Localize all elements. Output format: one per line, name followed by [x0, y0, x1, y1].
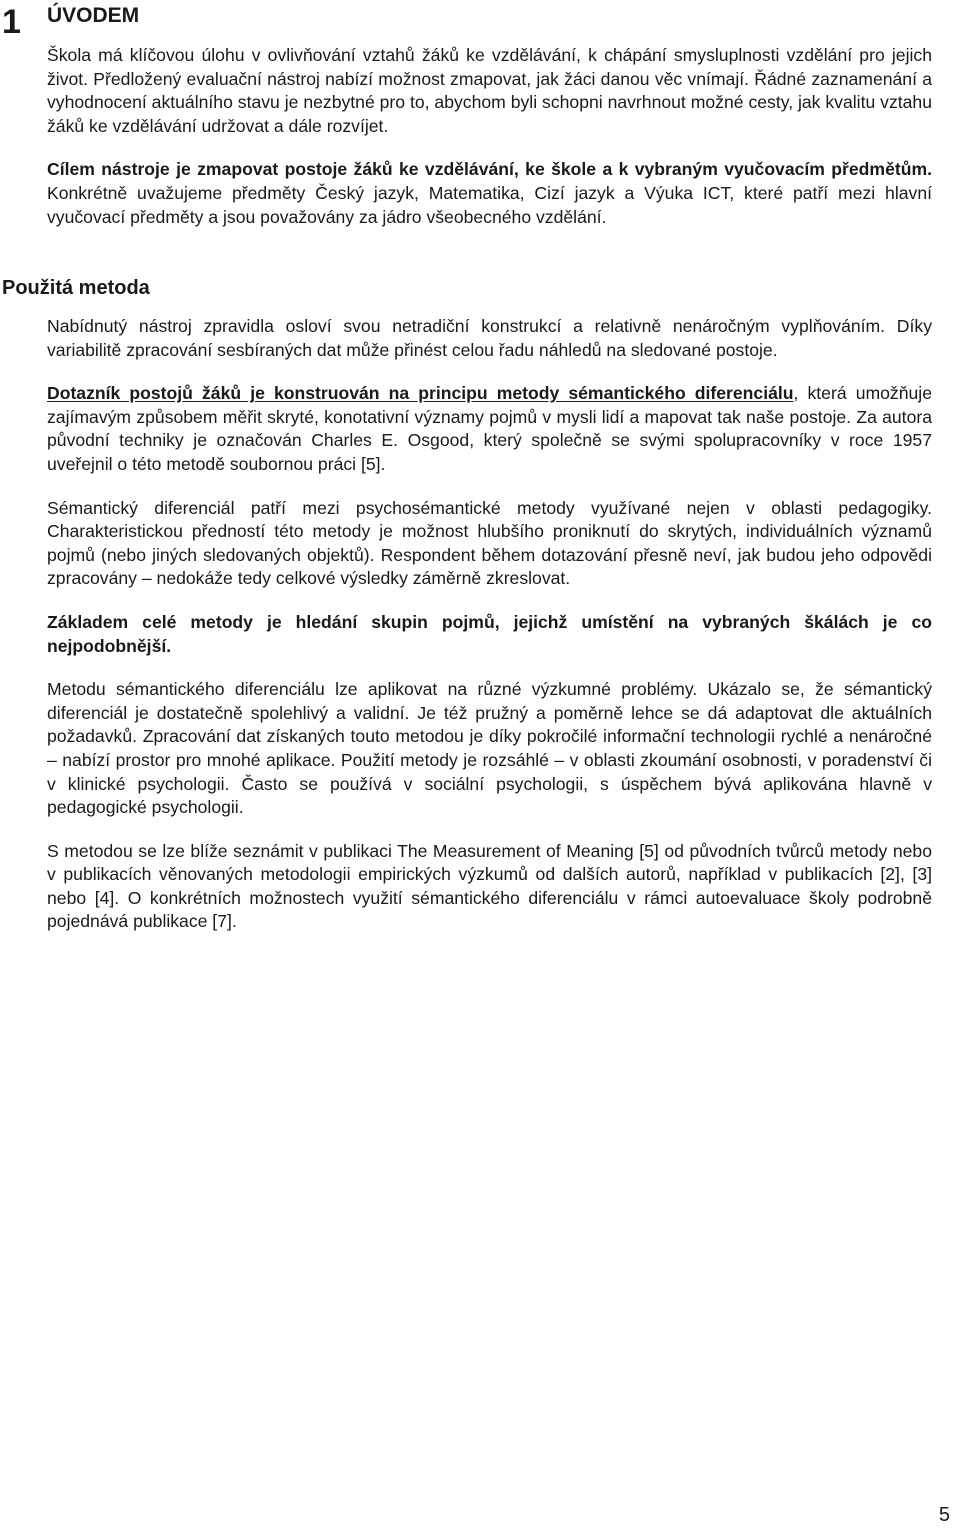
- intro-section: [47, 44, 932, 249]
- intro-paragraph-1: Škola má klíčovou úlohu v ovlivňování vztahů žáků ke vzdělávání, k chápání smysluplnosti vzdělání pro jejich život. Předložený evaluační nástroj nabízí možnost zmapovat, jak žáci danou věc vnímají. Řádné zaznamenání a vyhodnocení aktuálního stavu je nezbytné pro to, abychom byli schopni navrhnout možné cesty, jak kvalitu vztahu žáků ke vzdělávání udržovat a dále rozvíjet.: [47, 45, 932, 136]
- intro-paragraph-2: [47, 158, 932, 229]
- method-paragraph-2-rest: , která umožňuje zajímavým způsobem měřit skryté, konotativní významy pojmů v mysli lidí a mapovat tak naše postoje. Za autora původní techniky je označován Charles E. Osgood, který společně se svými spolupracovníky v roce 1957 uveřejnil o této metodě soubornou práci [5].: [47, 383, 932, 474]
- intro-paragraph-2-rest: Konkrétně uvažujeme předměty Český jazyk, Matematika, Cizí jazyk a Výuka ICT, které patří mezi hlavní vyučovací předměty a jsou považovány za jádro všeobecného vzdělání.: [47, 182, 932, 227]
- method-paragraph-2: [47, 382, 932, 476]
- method-paragraph-3: Sémantický diferenciál patří mezi psychosémantické metody využívané nejen v oblasti pedagogiky. Charakteristickou předností této metody je možnost hlubšího proniknutí do skrytých, individuálních významů pojmů (nebo jiných sledovaných objektů). Respondent během dotazování přesně neví, jak budou jeho odpovědi zpracovány – nedokáže tedy celkové výsledky záměrně zkreslovat.: [47, 497, 932, 589]
- method-paragraph-5: Metodu sémantického diferenciálu lze aplikovat na různé výzkumné problémy. Ukázalo se, že sémantický diferenciál je dostatečně spolehlivý a validní. Je též pružný a poměrně lehce se dá adaptovat dle aktuálních požadavků. Zpracování dat získaných touto metodou je díky pokročilé informační technologii rychlé a nenáročné – nabízí prostor pro mnohé aplikace. Použití metody je rozsáhlé – v oblasti zkoumání osobnosti, v poradenství či v klinické psychologii. Často se používá v sociální psychologii, s úspěchem bývá aplikována hlavně v pedagogické psychologii.: [47, 679, 932, 818]
- page-number: 5: [938, 1504, 950, 1526]
- chapter-title: ÚVODEM: [47, 4, 140, 27]
- section-title-method: Použitá metoda: [2, 277, 150, 299]
- method-definition-bold: Dotazník postojů žáků je konstruován na principu metody sémantického diferenciálu: [47, 383, 794, 404]
- method-basis-bold: Základem celé metody je hledání skupin pojmů, jejichž umístění na vybraných škálách je co nejpodobnější.: [47, 611, 932, 656]
- method-paragraph-6: S metodou se lze blíže seznámit v publikaci The Measurement of Meaning [5] od původních tvůrců metody nebo v publikacích věnovaných metodologii empirických výzkumů od dalších autorů, například v publikacích [2], [3] nebo [4]. O konkrétních možnostech využití sémantického diferenciálu v rámci autoevaluace školy podrobně pojednává publikace [7].: [47, 840, 932, 932]
- method-section: [47, 315, 932, 954]
- method-paragraph-1: Nabídnutý nástroj zpravidla osloví svou netradiční konstrukcí a relativně nenáročným vyplňováním. Díky variabilitě zpracování sesbíraných dat může přinést celou řadu náhledů na sledované postoje.: [47, 316, 932, 360]
- method-paragraph-4: [47, 611, 932, 658]
- chapter-number: 1: [2, 3, 21, 41]
- intro-goal-bold: Cílem nástroje je zmapovat postoje žáků ke vzdělávání, ke škole a k vybraným vyučovacím předmětům.: [47, 159, 932, 180]
